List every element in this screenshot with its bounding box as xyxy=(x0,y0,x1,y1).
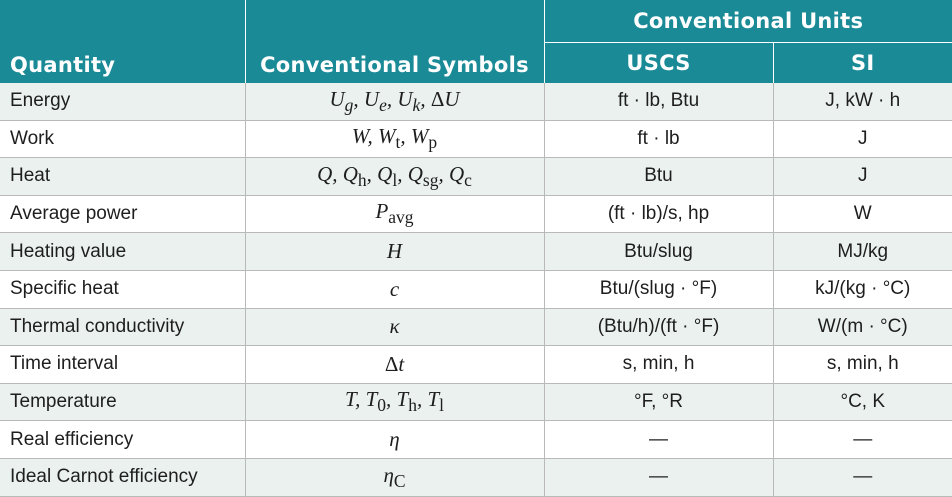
quantity-cell: Temperature xyxy=(0,383,245,421)
uscs-cell: °F, °R xyxy=(544,383,773,421)
uscs-cell: ft · lb xyxy=(544,120,773,158)
header-uscs: USCS xyxy=(544,43,773,84)
quantity-cell: Specific heat xyxy=(0,270,245,308)
table-row xyxy=(0,233,952,271)
symbols-cell: η xyxy=(245,421,544,459)
header-symbols: Conventional Symbols xyxy=(245,0,544,83)
symbols-cell: Δt xyxy=(245,346,544,384)
table-row xyxy=(0,195,952,233)
quantity-cell: Time interval xyxy=(0,346,245,384)
si-cell: kJ/(kg · °C) xyxy=(773,270,952,308)
quantity-cell: Thermal conductivity xyxy=(0,308,245,346)
symbols-cell: T, $T_0$, $T_h$, $T_l$ xyxy=(245,383,544,421)
table-header xyxy=(0,0,952,83)
uscs-cell: Btu xyxy=(544,158,773,196)
symbols-cell: Q, $Q_h$, $Q_l$, $Q_{sg}$, $Q_c$ xyxy=(245,158,544,196)
header-conventional-units: Conventional Units xyxy=(544,0,952,43)
symbols-cell: κ xyxy=(245,308,544,346)
uscs-cell: (Btu/h)/(ft · °F) xyxy=(544,308,773,346)
uscs-cell: (ft · lb)/s, hp xyxy=(544,195,773,233)
quantity-cell: Work xyxy=(0,120,245,158)
symbol-text: $U_g$, $U_e$, $U_k$, ΔU xyxy=(329,86,460,115)
uscs-cell: s, min, h xyxy=(544,346,773,384)
symbols-cell: H xyxy=(245,233,544,271)
uscs-cell: Btu/(slug · °F) xyxy=(544,270,773,308)
symbols-cell: $\eta_C$ xyxy=(245,458,544,496)
quantity-cell: Heating value xyxy=(0,233,245,271)
si-cell: J xyxy=(773,120,952,158)
table-row xyxy=(0,270,952,308)
uscs-cell: Btu/slug xyxy=(544,233,773,271)
symbols-cell: c xyxy=(245,270,544,308)
si-cell: MJ/kg xyxy=(773,233,952,271)
table-row xyxy=(0,458,952,496)
table-row xyxy=(0,158,952,196)
uscs-cell: ft · lb, Btu xyxy=(544,83,773,120)
si-cell: W xyxy=(773,195,952,233)
symbols-cell xyxy=(245,83,544,120)
si-cell: W/(m · °C) xyxy=(773,308,952,346)
table-row xyxy=(0,346,952,384)
table-row xyxy=(0,421,952,459)
header-si: SI xyxy=(773,43,952,84)
quantity-cell: Energy xyxy=(0,83,245,120)
si-cell: °C, K xyxy=(773,383,952,421)
quantity-cell: Real efficiency xyxy=(0,421,245,459)
symbols-cell: $P_{avg}$ xyxy=(245,195,544,233)
quantity-cell: Heat xyxy=(0,158,245,196)
quantity-cell: Average power xyxy=(0,195,245,233)
header-quantity: Quantity xyxy=(0,0,245,83)
table-row xyxy=(0,83,952,120)
uscs-cell: — xyxy=(544,458,773,496)
si-cell: J xyxy=(773,158,952,196)
si-cell: s, min, h xyxy=(773,346,952,384)
table-row xyxy=(0,308,952,346)
si-cell: — xyxy=(773,458,952,496)
uscs-cell: — xyxy=(544,421,773,459)
si-cell: J, kW · h xyxy=(773,83,952,120)
si-cell: — xyxy=(773,421,952,459)
quantity-cell: Ideal Carnot efficiency xyxy=(0,458,245,496)
table-row xyxy=(0,120,952,158)
table-body xyxy=(0,83,952,496)
table-row xyxy=(0,383,952,421)
symbols-cell: W, $W_t$, $W_p$ xyxy=(245,120,544,158)
